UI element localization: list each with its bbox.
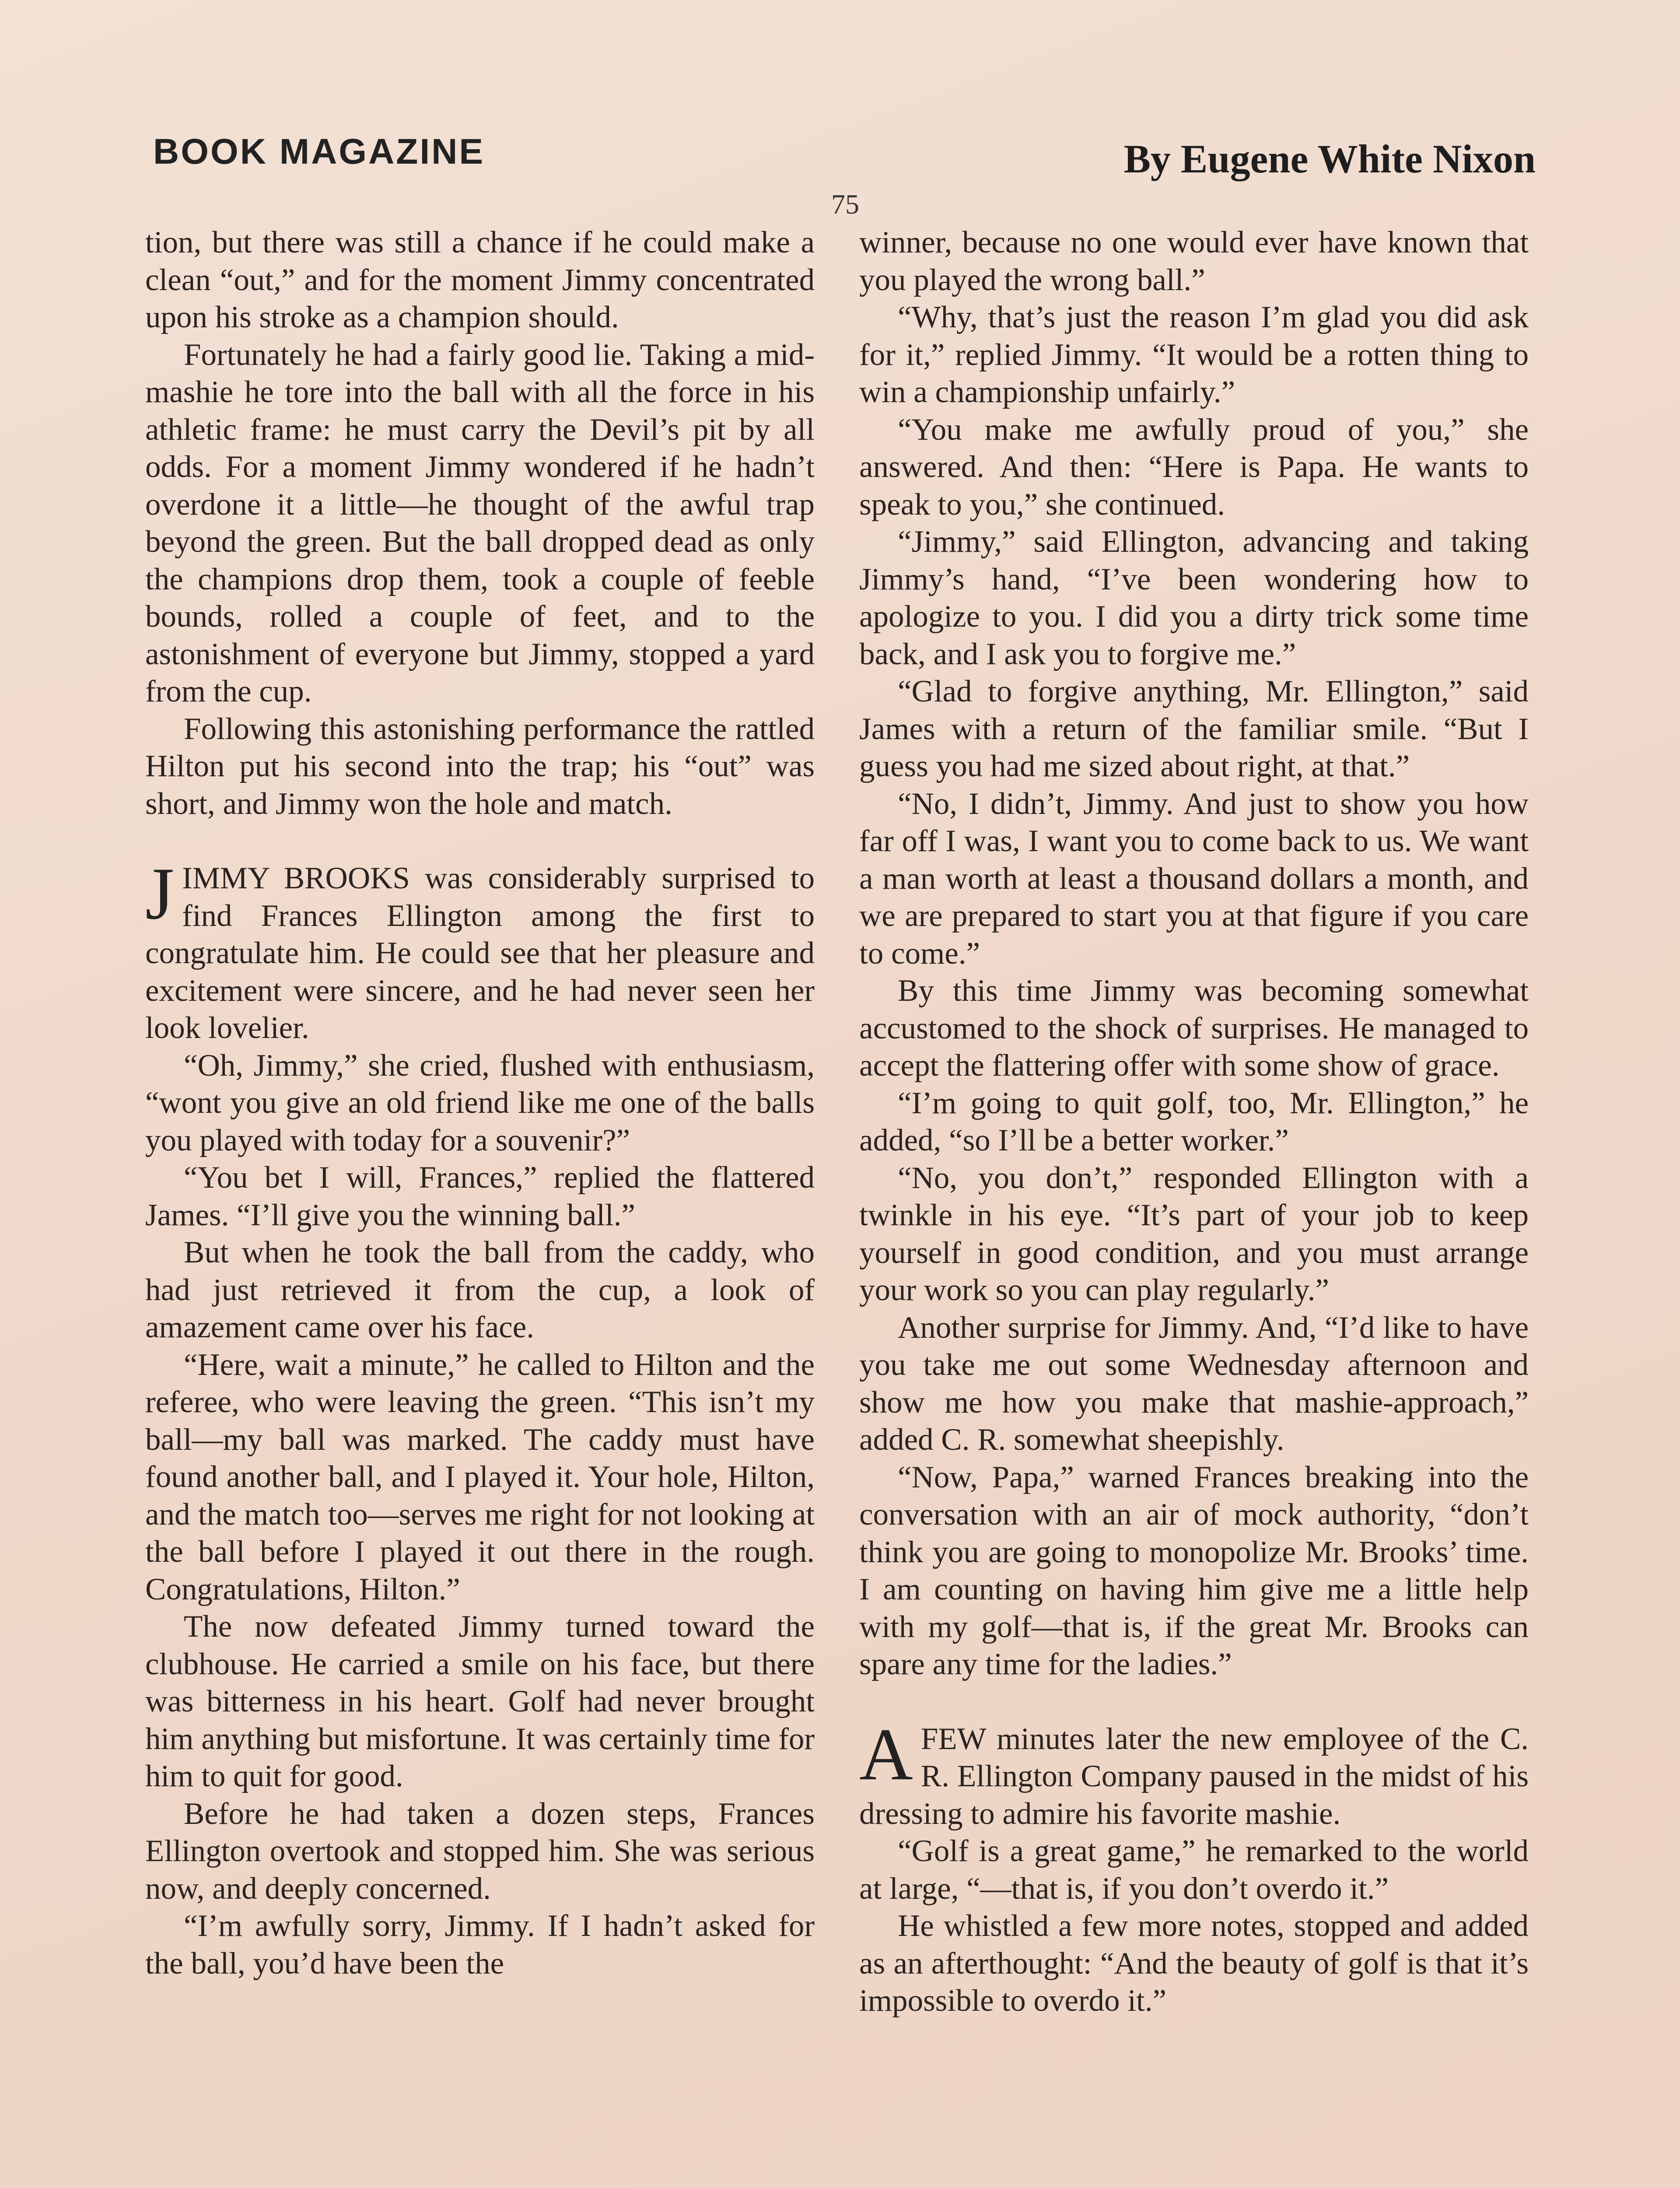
paragraph: “Here, wait a minute,” he called to Hilton and the referee, who were leaving the green. “This isn’t my ball—my ball was marked. The caddy must have found another ball, and I played it. Your hole, Hilton, and the match too—serves me right for not looking at the ball before I played it out there in the rough. Congratulations, Hilton.” — [145, 1347, 815, 1606]
section-opening-paragraph — [145, 852, 815, 1047]
paragraph: By this time Jimmy was becoming somewhat accustomed to the shock of surprises. He managed to accept the flattering offer with some show of grace. — [859, 974, 1529, 1083]
paragraph: “You make me awfully proud of you,” she answered. And then: “Here is Papa. He wants to speak to you,” she continued. — [859, 412, 1529, 522]
author-byline: By Eugene White Nixon — [1124, 137, 1536, 181]
paragraph: Before he had taken a dozen steps, Frances Ellington overtook and stopped him. She was serious now, and deeply concerned. — [145, 1796, 815, 1906]
left-column — [145, 224, 815, 1982]
drop-cap: A — [859, 1713, 913, 1795]
paragraph: winner, because no one would ever have known that you played the wrong ball.” — [859, 225, 1529, 297]
paragraph: Another surprise for Jimmy. And, “I’d like to have you take me out some Wednesday afternoon and show me how you make that mashie-approach,” added C. R. somewhat sheepishly. — [859, 1310, 1529, 1457]
paragraph: Fortunately he had a fairly good lie. Taking a mid-mashie he tore into the ball with all the force in his athletic frame: he must carry the Devil’s pit by all odds. For a moment Jimmy wondered if he hadn’t overdone it a little—he thought of the awful trap beyond the green. But the ball dropped dead as only the champions drop them, took a couple of feeble bounds, rolled a couple of feet, and to the astonishment of everyone but Jimmy, stopped a yard from the cup. — [145, 337, 815, 708]
paragraph: The now defeated Jimmy turned toward the clubhouse. He carried a smile on his face, but there was bitterness in his heart. Golf had never brought him anything but misfortune. It was certainly time for him to quit for good. — [145, 1609, 815, 1793]
paragraph: Following this astonishing performance the rattled Hilton put his second into the trap; his “out” was short, and Jimmy won the hole and match. — [145, 712, 815, 821]
paragraph: He whistled a few more notes, stopped and added as an afterthought: “And the beauty of golf is that it’s impossible to overdo it.” — [859, 1909, 1529, 2018]
section-text: FEW minutes later the new employee of the C. R. Ellington Company paused in the midst of his dressing to admire his favorite mashie. — [859, 1722, 1529, 1831]
page-number: 75 — [831, 189, 859, 220]
drop-cap: J — [145, 852, 175, 935]
paragraph: But when he took the ball from the caddy, who had just retrieved it from the cup, a look of amazement came over his face. — [145, 1235, 815, 1344]
paragraph: “You bet I will, Frances,” replied the flattered James. “I’ll give you the winning ball.” — [145, 1161, 815, 1232]
publication-title: BOOK MAGAZINE — [153, 132, 485, 172]
paragraph: tion, but there was still a chance if he could make a clean “out,” and for the moment Jimmy concentrated upon his stroke as a champion should. — [145, 225, 815, 334]
paragraph: “Now, Papa,” warned Frances breaking into the conversation with an air of mock authority, “don’t think you are going to monopolize Mr. Brooks’ time. I am counting on having him give me a little help with my golf—that is, if the great Mr. Brooks can spare any time for the ladies.” — [859, 1460, 1529, 1681]
paragraph: “Golf is a great game,” he remarked to the world at large, “—that is, if you don’t overdo it.” — [859, 1834, 1529, 1906]
paragraph: “No, you don’t,” responded Ellington with a twinkle in his eye. “It’s part of your job to keep yourself in good condition, and you must arrange your work so you can play regularly.” — [859, 1161, 1529, 1307]
right-column — [859, 224, 1529, 2020]
paragraph: “I’m awfully sorry, Jimmy. If I hadn’t asked for the ball, you’d have been the — [145, 1909, 815, 1981]
paragraph: “I’m going to quit golf, too, Mr. Ellington,” he added, “so I’ll be a better worker.” — [859, 1086, 1529, 1157]
section-opening-paragraph — [859, 1713, 1529, 1833]
paragraph: “Oh, Jimmy,” she cried, flushed with enthusiasm, “wont you give an old friend like me one of the balls you played with today for a souvenir?” — [145, 1048, 815, 1157]
paragraph: “No, I didn’t, Jimmy. And just to show you how far off I was, I want you to come back to us. We want a man worth at least a thousand dollars a month, and we are prepared to start you at that figure if you care to come.” — [859, 786, 1529, 971]
paragraph: “Jimmy,” said Ellington, advancing and taking Jimmy’s hand, “I’ve been wondering how to apologize to you. I did you a dirty trick some time back, and I ask you to forgive me.” — [859, 525, 1529, 671]
section-text: IMMY BROOKS was considerably surprised to find Frances Ellington among the first to congratulate him. He could see that her pleasure and excitement were sincere, and he had never seen her look lovelier. — [145, 861, 815, 1045]
paragraph: “Glad to forgive anything, Mr. Ellington,” said James with a return of the familiar smile. “But I guess you had me sized about right, at that.” — [859, 674, 1529, 783]
paragraph: “Why, that’s just the reason I’m glad you did ask for it,” replied Jimmy. “It would be a rotten thing to win a championship unfairly.” — [859, 300, 1529, 409]
